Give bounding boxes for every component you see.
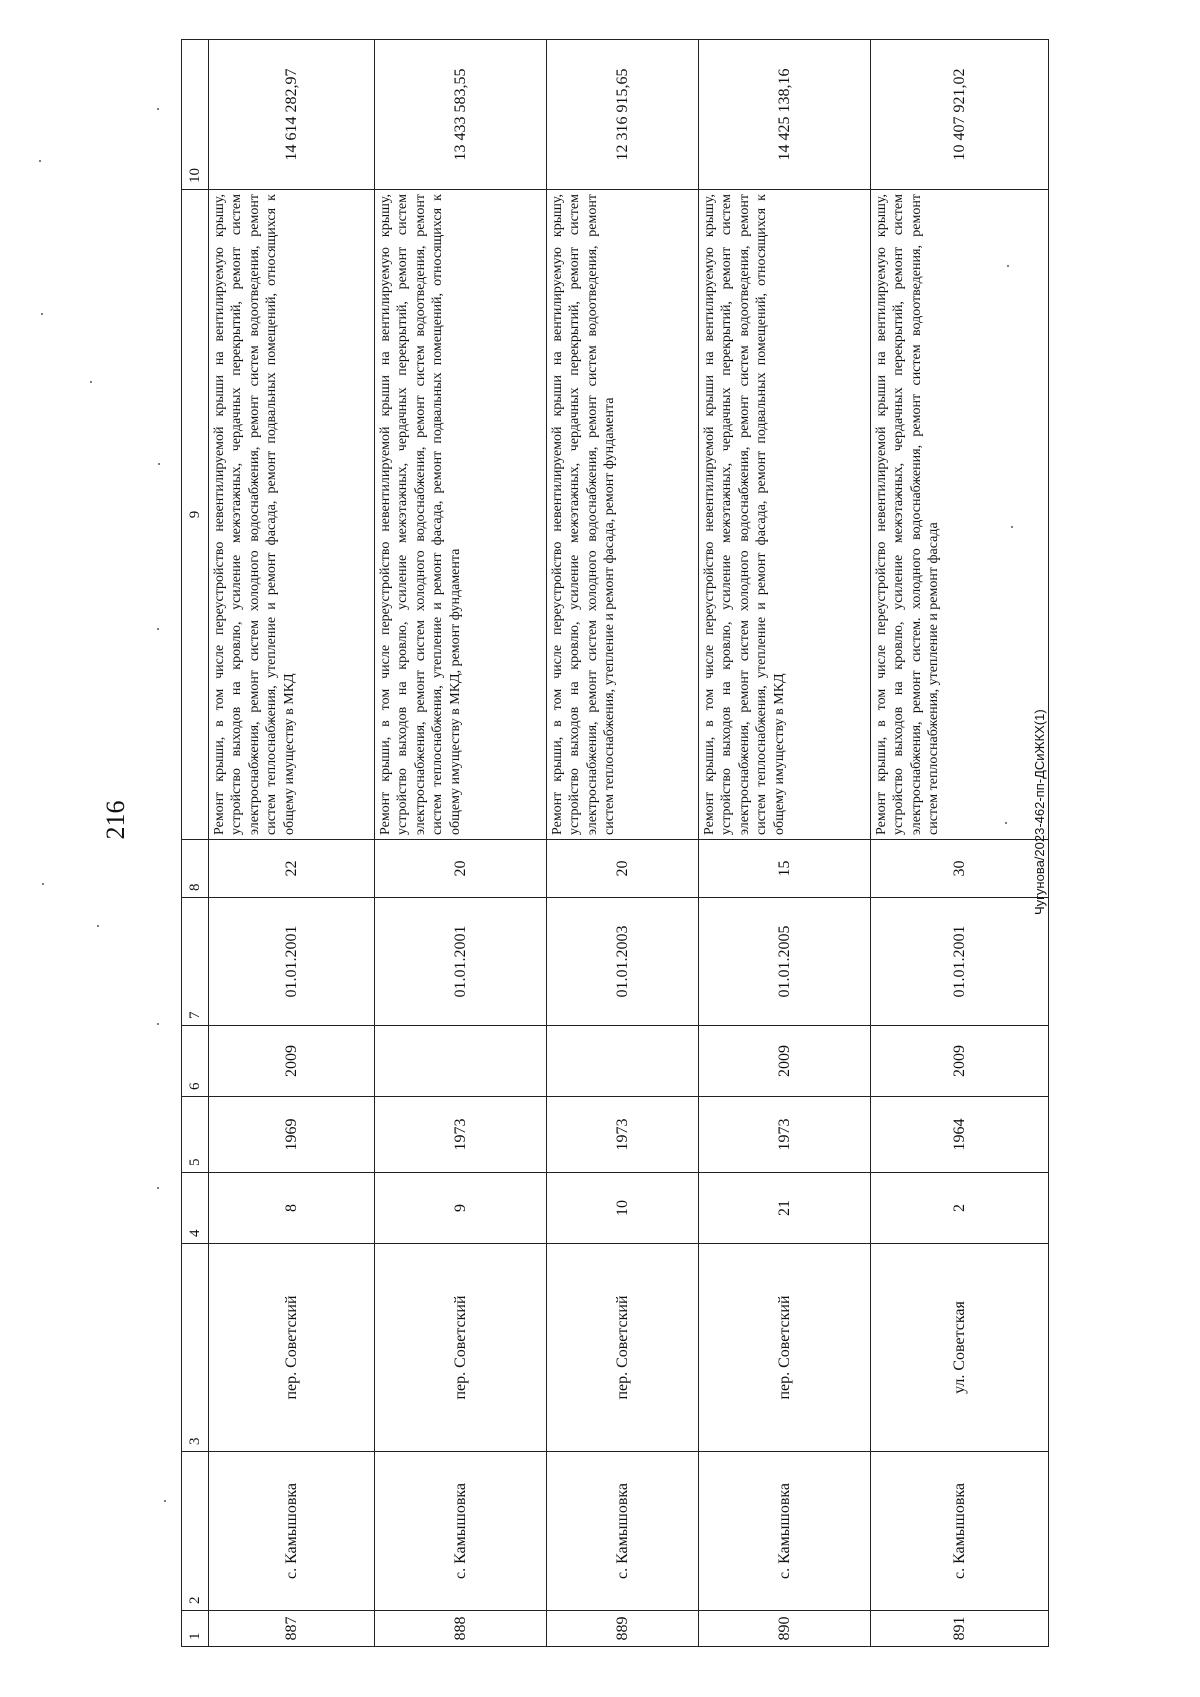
scan-speck [97,925,99,927]
header-cell: 4 [182,1173,209,1244]
header-cell: 7 [182,898,209,1026]
amount-cell: 13 433 583,55 [375,40,547,190]
year-repair-cell: 2009 [699,1026,871,1097]
header-cell: 8 [182,840,209,898]
year-built-cell: 1969 [209,1097,375,1173]
scan-speck [1005,822,1007,824]
header-cell: 9 [182,190,209,840]
scan-speck [1011,526,1013,528]
settlement-cell: с. Камышовка [375,1452,547,1611]
scan-speck [157,1187,159,1189]
scan-speck [41,313,43,315]
header-cell: 1 [182,1611,209,1647]
row-number: 890 [699,1611,871,1647]
street-cell: ул. Советская [871,1244,1049,1452]
street-cell: пер. Советский [699,1244,871,1452]
table-row [871,40,1049,1647]
year-repair-cell [375,1026,547,1097]
row-number: 891 [871,1611,1049,1647]
house-number-cell: 8 [209,1173,375,1244]
year-built-cell: 1973 [375,1097,547,1173]
house-number-cell: 2 [871,1173,1049,1244]
scan-speck [158,463,160,465]
works-description-cell: Ремонт крыши, в том числе переустройство невентилируемой крыши на вентилируемую крышу, устройство выходов на кровлю, усиление межэтажных, чердачных перекрытий, ремонт систем электроснабжения, ремонт систем. холодного водоснабжения, ремонт систем водоотведения, ремонт систем теплоснабжения, утепление и ремонт фасада [871,190,1049,840]
header-cell: 3 [182,1244,209,1452]
page-number: 216 [101,800,130,840]
document-footer-code: Чугунова/2023-462-пп-ДСиЖКХ(1) [1032,709,1047,915]
date-cell: 01.01.2003 [547,898,699,1026]
scan-speck [157,108,159,110]
house-number-cell: 21 [699,1173,871,1244]
table-row [547,40,699,1647]
date-cell: 01.01.2001 [209,898,375,1026]
date-cell: 01.01.2005 [699,898,871,1026]
amount-cell: 12 316 915,65 [547,40,699,190]
scan-speck [39,160,41,162]
column-8-cell: 20 [375,840,547,898]
table-row [209,40,375,1647]
settlement-cell: с. Камышовка [699,1452,871,1611]
settlement-cell: с. Камышовка [871,1452,1049,1611]
street-cell: пер. Советский [375,1244,547,1452]
date-cell: 01.01.2001 [871,898,1049,1026]
works-description-cell: Ремонт крыши, в том числе переустройство невентилируемой крыши на вентилируемую крышу, устройство выходов на кровлю, усиление межэтажных, чердачных перекрытий, ремонт систем электроснабжения, ремонт систем холодного водоснабжения, ремонт систем водоотведения, ремонт систем теплоснабжения, утепление и ремонт фасада, ремонт подвальных помещений, относящихся к общему имуществу в МКД [699,190,871,840]
works-description-cell: Ремонт крыши, в том числе переустройство невентилируемой крыши на вентилируемую крышу, устройство выходов на кровлю, усиление межэтажных, чердачных перекрытий, ремонт систем электроснабжения, ремонт систем холодного водоснабжения, ремонт систем водоотведения, ремонт систем теплоснабжения, утепление и ремонт фасада, ремонт фундамента [547,190,699,840]
scan-speck [164,1500,166,1502]
scan-speck [42,883,44,885]
year-built-cell: 1973 [699,1097,871,1173]
column-8-cell: 15 [699,840,871,898]
row-number: 889 [547,1611,699,1647]
repair-program-table [181,39,1049,1647]
column-8-cell: 30 [871,840,1049,898]
scan-speck [157,628,159,630]
house-number-cell: 9 [375,1173,547,1244]
column-8-cell: 22 [209,840,375,898]
repair-program-table-rotated [181,40,1047,1647]
header-cell: 6 [182,1026,209,1097]
house-number-cell: 10 [547,1173,699,1244]
header-row [182,40,209,1647]
year-built-cell: 1973 [547,1097,699,1173]
settlement-cell: с. Камышовка [547,1452,699,1611]
works-description-cell: Ремонт крыши, в том числе переустройство невентилируемой крыши на вентилируемую крышу, устройство выходов на кровлю, усиление межэтажных, чердачных перекрытий, ремонт систем электроснабжения, ремонт систем холодного водоснабжения, ремонт систем водоотведения, ремонт систем теплоснабжения, утепление и ремонт фасада, ремонт подвальных помещений, относящихся к общему имуществу в МКД [209,190,375,840]
repair-program-table-frame [181,40,1200,1641]
year-repair-cell: 2009 [871,1026,1049,1097]
amount-cell: 14 614 282,97 [209,40,375,190]
scan-speck [1007,265,1009,267]
column-8-cell: 20 [547,840,699,898]
row-number: 887 [209,1611,375,1647]
amount-cell: 14 425 138,16 [699,40,871,190]
table-row [375,40,547,1647]
year-repair-cell: 2009 [209,1026,375,1097]
header-cell: 5 [182,1097,209,1173]
header-cell: 10 [182,40,209,190]
street-cell: пер. Советский [209,1244,375,1452]
year-repair-cell [547,1026,699,1097]
table-row [699,40,871,1647]
scan-speck [90,381,92,383]
works-description-cell: Ремонт крыши, в том числе переустройство невентилируемой крыши на вентилируемую крышу, устройство выходов на кровлю, усиление межэтажных, чердачных перекрытий, ремонт систем электроснабжения, ремонт систем холодного водоснабжения, ремонт систем водоотведения, ремонт систем теплоснабжения, утепление и ремонт фасада, ремонт подвальных помещений, относящихся к общему имуществу в МКД, ремонт фундамента [375,190,547,840]
year-built-cell: 1964 [871,1097,1049,1173]
amount-cell: 10 407 921,02 [871,40,1049,190]
header-cell: 2 [182,1452,209,1611]
row-number: 888 [375,1611,547,1647]
scan-speck [157,1023,159,1025]
date-cell: 01.01.2001 [375,898,547,1026]
settlement-cell: с. Камышовка [209,1452,375,1611]
street-cell: пер. Советский [547,1244,699,1452]
